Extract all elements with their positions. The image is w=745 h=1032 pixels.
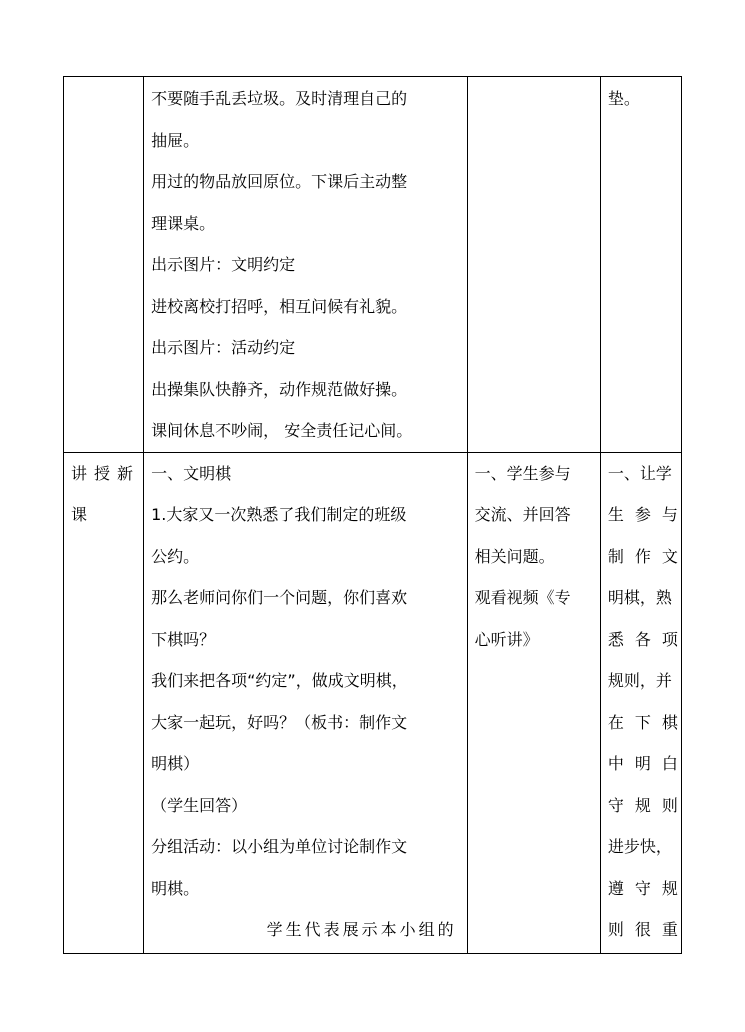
text-line: 出操集队快静齐，动作规范做好操。 [151, 379, 408, 399]
text-line: 进步快， [607, 837, 672, 856]
table-row [64, 77, 682, 453]
text-line: 1.大家又一次熟悉了我们制定的班级 [151, 505, 407, 524]
text-line: （学生回答） [151, 795, 248, 815]
text-line: 明棋，熟 [607, 588, 672, 607]
text-line: 那么老师问你们一个问题，你们喜欢 [151, 588, 408, 607]
design-intent-cell [600, 77, 681, 453]
text-line: 相关问题。 [474, 546, 555, 566]
design-intent-text [601, 77, 681, 120]
text-line: 用过的物品放回原位。下课后主动整 [151, 172, 408, 191]
text-line: 守规则 [607, 795, 689, 815]
text-line: 心听讲》 [474, 629, 539, 649]
text-line: 在下棋 [607, 712, 689, 732]
text-line: 观看视频《专 [474, 588, 571, 607]
design-intent-cell [600, 452, 689, 953]
text-line: 学生代表展示本小组的 [266, 920, 457, 939]
text-line: 出示图片：活动约定 [151, 338, 296, 357]
text-line: 遵守规 [607, 878, 689, 898]
text-line: 出示图片：文明约定 [151, 255, 296, 274]
teacher-activity-cell [144, 77, 468, 453]
text-line: 一、学生参与 [474, 463, 571, 483]
text-line: 规则，并 [607, 671, 672, 690]
text-line: 中明白 [607, 754, 689, 773]
text-line: 一、让学 [607, 463, 672, 483]
text-line: 一、文明棋 [151, 463, 232, 483]
student-activity-text [468, 77, 600, 78]
table-row [64, 452, 682, 953]
student-activity-cell [467, 452, 600, 953]
teacher-activity-text [144, 77, 467, 452]
text-line: 制作文 [607, 546, 689, 566]
text-line: 大家一起玩，好吗？（板书：制作文 [151, 712, 408, 732]
text-line: 进校离校打招呼，相互问候有礼貌。 [151, 296, 408, 316]
text-line: 悉各项 [607, 629, 689, 649]
text-line: 课间休息不吵闹， 安全责任记心间。 [151, 421, 413, 440]
stage-label [64, 77, 143, 78]
text-line: 垫。 [607, 89, 640, 108]
stage-cell [64, 77, 144, 453]
text-line: 则很重 [607, 920, 689, 939]
text-line: 公约。 [151, 546, 200, 566]
text-line: 讲授新 [71, 463, 141, 483]
text-line: 不要随手乱丢垃圾。及时清理自己的 [151, 89, 408, 108]
text-line: 明棋） [151, 754, 200, 773]
student-activity-cell [467, 77, 600, 453]
text-line: 交流、并回答 [474, 505, 571, 524]
text-line: 我们来把各项“约定”，做成文明棋， [151, 671, 408, 690]
text-line: 明棋。 [151, 878, 200, 898]
text-line: 课 [71, 505, 88, 524]
text-line: 下棋吗？ [151, 629, 216, 649]
design-intent-text [601, 453, 689, 951]
text-line: 理课桌。 [151, 213, 216, 233]
text-line: 分组活动：以小组为单位讨论制作文 [151, 837, 408, 856]
lesson-plan-table [63, 76, 689, 954]
text-line: 抽屉。 [151, 130, 200, 150]
stage-cell [64, 452, 144, 953]
student-activity-text [468, 453, 600, 661]
text-line: 生参与 [607, 505, 689, 524]
teacher-activity-cell [144, 452, 468, 953]
teacher-activity-text [144, 453, 467, 951]
stage-label [64, 453, 143, 536]
